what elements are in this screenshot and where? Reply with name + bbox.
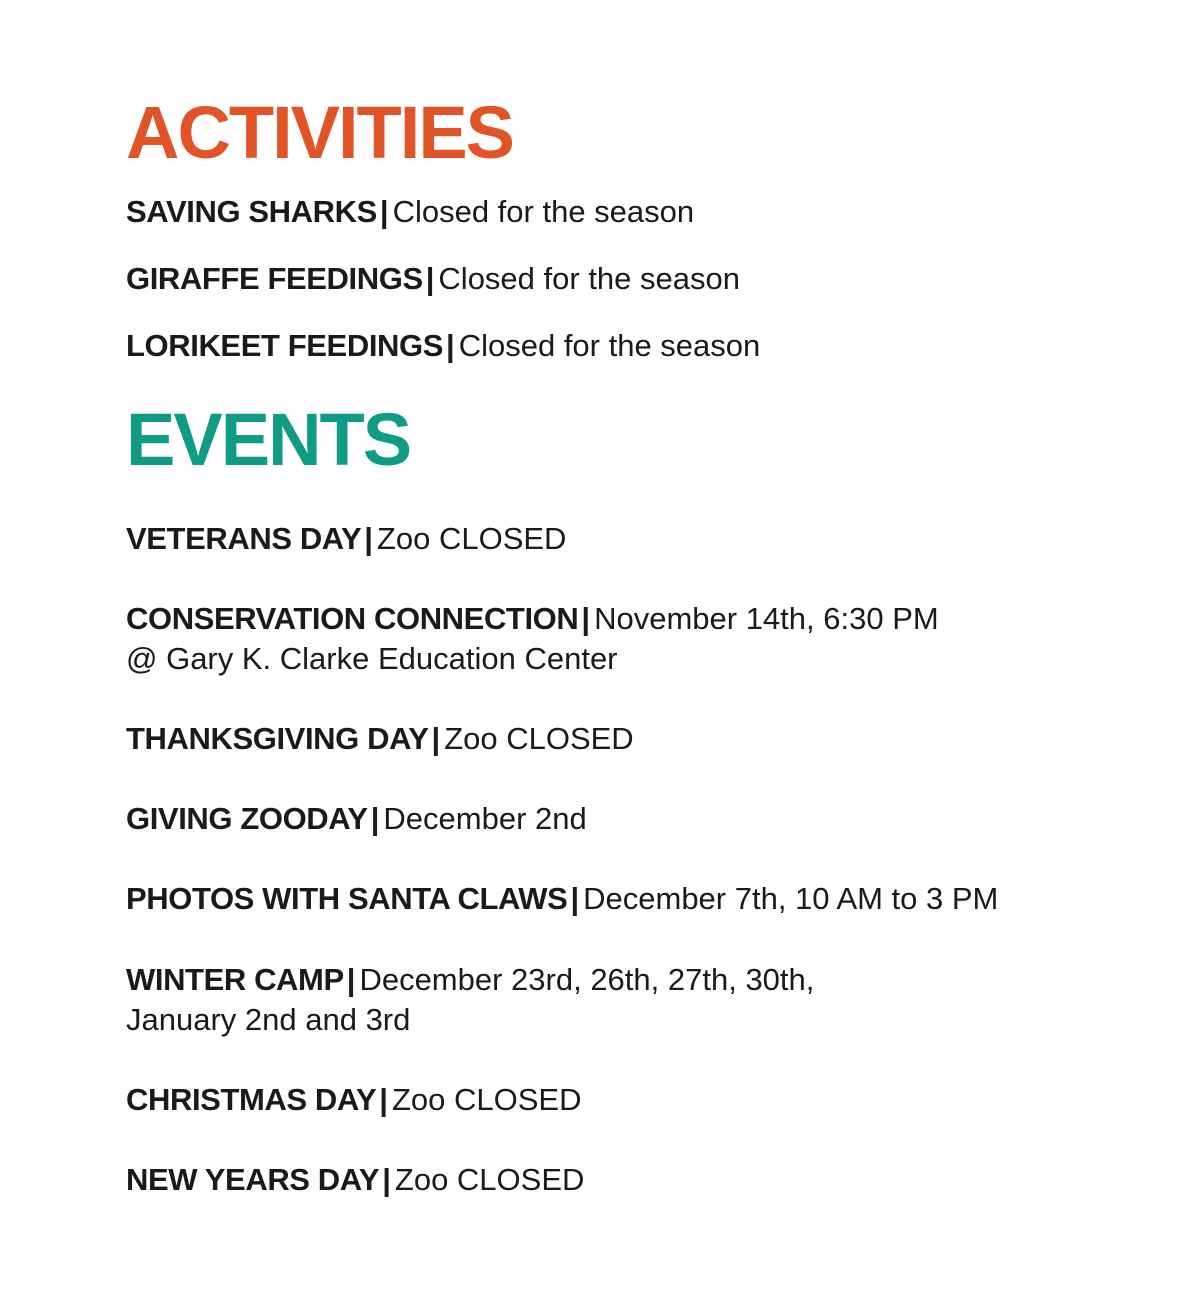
event-detail: December 7th, 10 AM to 3 PM [583,881,999,916]
separator: | [382,1162,391,1197]
activity-detail: Closed for the season [458,328,761,363]
event-item-christmas-day [126,1080,582,1120]
event-name: GIVING ZOODAY [126,801,368,836]
activities-heading: ACTIVITIES [126,91,514,174]
event-name: CHRISTMAS DAY [126,1082,377,1117]
event-item-conservation-connection [126,599,939,679]
event-item-photos-with-santa-claws [126,879,998,919]
separator: | [425,261,435,296]
event-item-new-years-day [126,1160,584,1200]
separator: | [364,521,373,556]
event-detail-location: @ Gary K. Clarke Education Center [126,641,618,676]
event-detail: Zoo CLOSED [444,721,634,756]
separator: | [446,328,455,363]
separator: | [581,601,591,636]
event-detail: Zoo CLOSED [376,521,567,556]
event-detail: December 23rd, 26th, 27th, 30th, [359,962,815,997]
event-detail: Zoo CLOSED [391,1082,582,1117]
activity-name: GIRAFFE FEEDINGS [126,261,423,296]
activity-item-lorikeet-feedings [126,326,760,366]
event-detail: December 2nd [383,801,587,836]
event-name: VETERANS DAY [126,521,362,556]
event-name: WINTER CAMP [126,962,344,997]
separator: | [379,1082,388,1117]
activity-detail: Closed for the season [438,261,740,296]
events-heading: EVENTS [126,398,411,481]
separator: | [346,962,356,997]
separator: | [379,194,389,229]
activity-name: LORIKEET FEEDINGS [126,328,444,363]
activity-item-saving-sharks [126,192,694,232]
event-item-thanksgiving-day [126,719,634,759]
activity-item-giraffe-feedings [126,259,740,299]
event-detail-dates: January 2nd and 3rd [126,1002,411,1037]
event-item-giving-zooday [126,799,587,839]
separator: | [431,721,441,756]
separator: | [570,881,580,916]
event-name: CONSERVATION CONNECTION [126,601,579,636]
event-detail: November 14th, 6:30 PM [594,601,939,636]
event-name: THANKSGIVING DAY [126,721,429,756]
activity-name: SAVING SHARKS [126,194,377,229]
event-item-winter-camp [126,960,814,1040]
event-detail: Zoo CLOSED [394,1162,585,1197]
event-item-veterans-day [126,519,566,559]
activity-detail: Closed for the season [392,194,695,229]
separator: | [370,801,380,836]
event-name: NEW YEARS DAY [126,1162,380,1197]
event-name: PHOTOS WITH SANTA CLAWS [126,881,568,916]
